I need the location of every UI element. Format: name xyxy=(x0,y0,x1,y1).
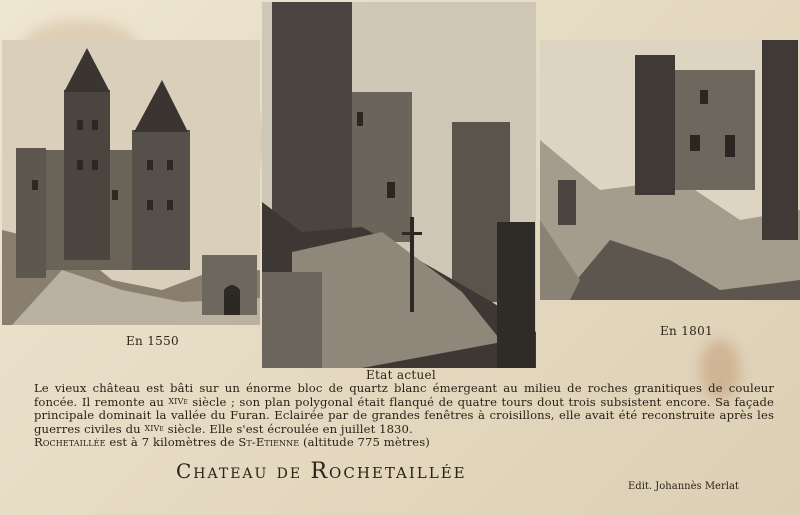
description-part: siècle. Elle s'est écroulée en juillet 1830. xyxy=(163,422,413,436)
place-name: Rochetaillée xyxy=(34,435,106,449)
description-part: siècle ; son plan polygonal était flanqué de quatre tours dout trois subsistent encore. Sa façade principale dominait la vallée du Furan. Eclairée par de grandes fenêtres à croisillons, elle avait été reconstruite après les guerres civiles du xyxy=(34,395,774,436)
title-prefix: Chateau de xyxy=(176,459,311,483)
location-part: (altitude 775 mètres) xyxy=(299,435,430,449)
description-text xyxy=(34,382,774,449)
city-name: St-Etienne xyxy=(238,435,300,449)
title-name: Rochetaillée xyxy=(310,459,467,484)
century-mark: XIVe xyxy=(144,424,164,433)
description-part: Le vieux château est bâti sur un énorme bloc de quartz blanc émergeant au milieu de roches granitiques de couleur foncée. Il remonte au xyxy=(34,381,774,409)
location-paragraph xyxy=(34,436,774,449)
location-part: est à 7 kilomètres de xyxy=(105,435,239,449)
castle-1550-illustration xyxy=(2,40,260,325)
caption-1550: En 1550 xyxy=(126,334,179,348)
century-mark: XIVe xyxy=(168,397,188,406)
description-paragraph xyxy=(34,382,774,436)
castle-1801-illustration xyxy=(540,40,800,300)
editor-credit: Edit. Johannès Merlat xyxy=(628,481,739,492)
postcard-title xyxy=(176,459,467,484)
castle-current-photo xyxy=(262,2,536,368)
caption-current: Etat actuel xyxy=(366,368,437,382)
caption-1801: En 1801 xyxy=(660,324,713,338)
